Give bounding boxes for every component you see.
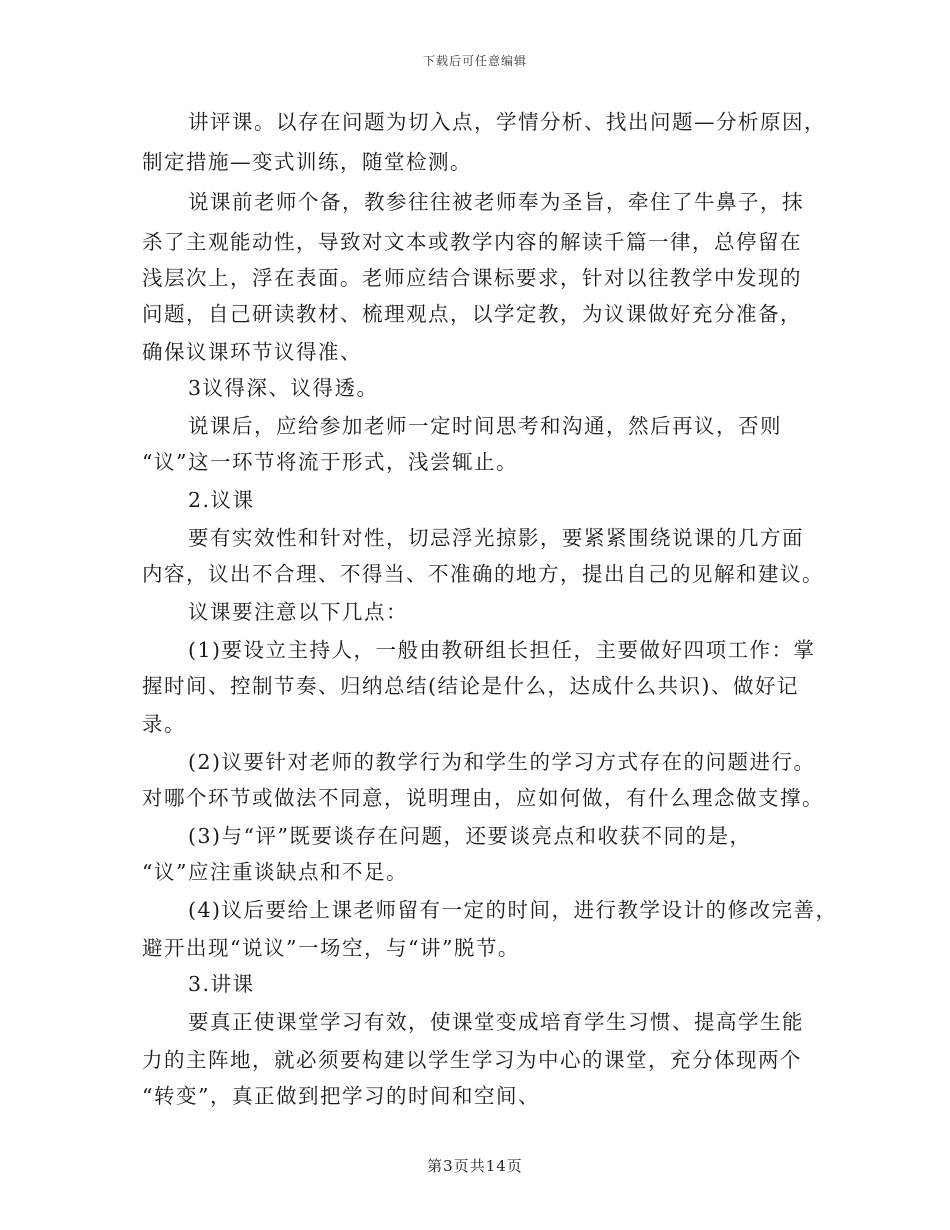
text-line: 握时间、控制节奏、归纳总结(结论是什么，达成什么共识)、做好记 (142, 674, 799, 698)
text-line: 说课后，应给参加老师一定时间思考和沟通，然后再议，否则 (188, 414, 782, 438)
text-line: 要真正使课堂学习有效，使课堂变成培育学生习惯、提高学生能 (188, 1010, 804, 1034)
section-heading: 2.议课 (188, 488, 255, 512)
text-line: 录。 (142, 712, 186, 736)
text-line: “转变”，真正做到把学习的时间和空间、 (142, 1084, 540, 1108)
text-line: 内容，议出不合理、不得当、不准确的地方，提出自己的见解和建议。 (142, 562, 824, 586)
text-line: 制定措施—变式训练，随堂检测。 (142, 150, 472, 174)
text-line: 对哪个环节或做法不同意，说明理由，应如何做，有什么理念做支撑。 (142, 786, 824, 810)
text-line: 确保议课环节议得准、 (142, 340, 362, 364)
text-line: 杀了主观能动性，导致对文本或教学内容的解读千篇一律，总停留在 (142, 230, 802, 254)
text-line: (1)要设立主持人，一般由教研组长担任，主要做好四项工作：掌 (188, 638, 816, 662)
text-line: 议课要注意以下几点： (188, 600, 408, 624)
text-line: 浅层次上，浮在表面。老师应结合课标要求，针对以往教学中发现的 (142, 266, 802, 290)
text-line: 避开出现“说议”一场空，与“讲”脱节。 (142, 936, 520, 960)
section-heading: 3.讲课 (188, 972, 255, 996)
text-line: 问题，自己研读教材、梳理观点，以学定教，为议课做好充分准备， (142, 302, 802, 326)
text-line: (3)与“评”既要谈存在问题，还要谈亮点和收获不同的是， (188, 824, 752, 848)
text-line: (2)议要针对老师的教学行为和学生的学习方式存在的问题进行。 (188, 750, 816, 774)
text-line: 讲评课。以存在问题为切入点，学情分析、找出问题—分析原因， (188, 110, 826, 134)
page-header: 下载后可任意编辑 (422, 54, 527, 68)
text-line: 要有实效性和针对性，切忌浮光掠影，要紧紧围绕说课的几方面 (188, 526, 804, 550)
text-line: 说课前老师个备，教参往往被老师奉为圣旨，牵住了牛鼻子，抹 (188, 190, 804, 214)
text-line: “议”这一环节将流于形式，浅尝辄止。 (142, 450, 518, 474)
text-line: “议”应注重谈缺点和不足。 (142, 860, 408, 884)
text-line: 3议得深、议得透。 (188, 376, 379, 400)
text-line: (4)议后要给上课老师留有一定的时间，进行教学设计的修改完善， (188, 898, 838, 922)
page-footer: 第3页共14页 (427, 1157, 523, 1175)
text-line: 力的主阵地，就必须要构建以学生学习为中心的课堂，充分体现两个 (142, 1048, 802, 1072)
